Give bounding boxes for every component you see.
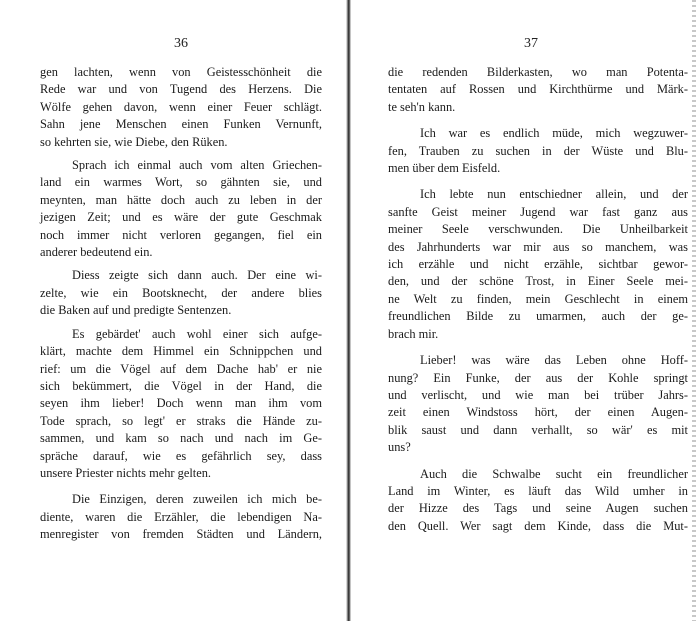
text-line: seyen ihm lieber! Doch wenn man ihm vom — [40, 396, 322, 411]
text-line: Ich war es endlich müde, mich wegzuwer- — [420, 126, 688, 141]
text-line: gen lachten, wenn von Geistesschönheit die — [40, 65, 322, 79]
text-line: fen, Trauben zu suchen in der Wüste und Blu- — [388, 143, 688, 158]
text-line: rief: um die Vögel auf dem Dache hab' er nie — [40, 361, 322, 376]
left-page — [0, 0, 345, 621]
text-line: sammen, und kam so nach und nach im Ge- — [40, 431, 322, 446]
text-line: tentaten auf Rossen und Kirchthürme und Märk- — [388, 82, 688, 97]
text-line: zelte, wie ein Bootsknecht, der andere blies — [40, 285, 322, 300]
page-edge — [692, 0, 696, 621]
text-line: Diess zeigte sich dann auch. Der eine wi- — [72, 268, 322, 283]
paragraph — [40, 491, 322, 543]
paragraph — [388, 352, 688, 456]
paragraph — [388, 186, 688, 343]
text-line: Sahn jene Menschen einen Funken Vernunft, — [40, 117, 322, 132]
page-text — [388, 64, 688, 535]
text-line: blik saust und dann verhallt, so wär' es mit — [388, 422, 688, 437]
paragraph — [40, 64, 322, 151]
text-line: te seh'n kann. — [388, 99, 456, 114]
text-line: Lieber! was wäre das Leben ohne Hoff- — [420, 353, 688, 368]
paragraph — [388, 64, 688, 116]
text-line: die redenden Bilderkasten, wo man Potenta- — [388, 65, 688, 79]
page-number: 36 — [174, 36, 188, 51]
text-line: sich bekümmert, die Vögel in der Hand, die — [40, 378, 322, 393]
text-line: freundlichen Bilde zu umarmen, auch der ge- — [388, 309, 688, 324]
text-line: nung? Ein Funke, der aus der Kohle springt — [388, 370, 688, 385]
text-line: land ein warmes Wort, so gähnten sie, und — [40, 175, 322, 190]
text-line: anderer bedeutend ein. — [40, 245, 153, 260]
text-line: Wölfe gehen davon, wenn einer Feuer schlägt. — [40, 99, 322, 114]
text-line: und verlischt, und wie man bei trüber Jahrs- — [388, 387, 688, 402]
text-line: Rede war und von Tugend des Herzens. Die — [40, 82, 322, 97]
text-line: der Hizze des Tags und seine Augen suchen — [388, 501, 688, 516]
text-line: sanfte Geist meiner Jugend war fast ganz aus — [388, 204, 688, 219]
text-line: spräche darauf, wie es gefährlich sey, dass — [40, 448, 322, 463]
text-line: unsere Priester nichts mehr gelten. — [40, 465, 212, 480]
paragraph — [40, 326, 322, 483]
text-line: Sprach ich einmal auch vom alten Griechen- — [72, 158, 322, 173]
paragraph — [388, 125, 688, 177]
paragraph — [40, 267, 322, 319]
text-line: jezigen Zeit; und es wäre der gute Geschmak — [40, 210, 322, 225]
text-line: meiner Seele verschwunden. Die Unheilbarkeit — [388, 222, 688, 237]
text-line: noch immer nicht verloren gegangen, fiel ein — [40, 227, 322, 242]
page-text — [40, 64, 322, 544]
text-line: ich erzähle und nicht erzähle, sichtbar gewor- — [388, 257, 688, 272]
page-number: 37 — [524, 36, 538, 51]
text-line: Land im Winter, es läuft das Wild umher in — [388, 483, 688, 498]
book-gutter — [346, 0, 351, 621]
text-line: den, und der schöne Trost, in Einer Seele mei- — [388, 274, 688, 289]
text-line: menregister von fremden Städten und Ländern, — [40, 527, 322, 542]
text-line: so kehrten sie, wie Diebe, den Rüken. — [40, 134, 228, 149]
text-line: des Jahrhunderts war mir aus so manchem, was — [388, 239, 688, 254]
text-line: den Quell. Wer sagt dem Kinde, dass die Mut- — [388, 518, 688, 533]
text-line: die Baken auf und predigte Sentenzen. — [40, 303, 232, 318]
text-line: brach mir. — [388, 326, 439, 341]
text-line: Die Einzigen, deren zuweilen ich mich be- — [72, 492, 322, 507]
text-line: uns? — [388, 440, 411, 455]
right-page — [352, 0, 698, 621]
paragraph — [40, 157, 322, 261]
text-line: Tode sprach, so legt' er straks die Hände zu- — [40, 413, 322, 428]
paragraph — [388, 466, 688, 536]
text-line: zeit einen Windstoss hört, der einen Augen- — [388, 405, 688, 420]
text-line: diente, waren die Erzähler, die lebendigen Na- — [40, 509, 322, 524]
text-line: Es gebärdet' auch wohl einer sich aufge- — [72, 326, 322, 341]
text-line: Auch die Schwalbe sucht ein freundlicher — [420, 466, 688, 481]
text-line: men über dem Eisfeld. — [388, 161, 501, 176]
text-line: klärt, machte dem Himmel ein Schnippchen und — [40, 344, 322, 359]
text-line: ne Welt zu finden, mein Geschlecht in einem — [388, 291, 688, 306]
text-line: Ich lebte nun entschiedner allein, und der — [420, 187, 688, 202]
text-line: meynten, man hätte doch auch zu leben in der — [40, 192, 322, 207]
